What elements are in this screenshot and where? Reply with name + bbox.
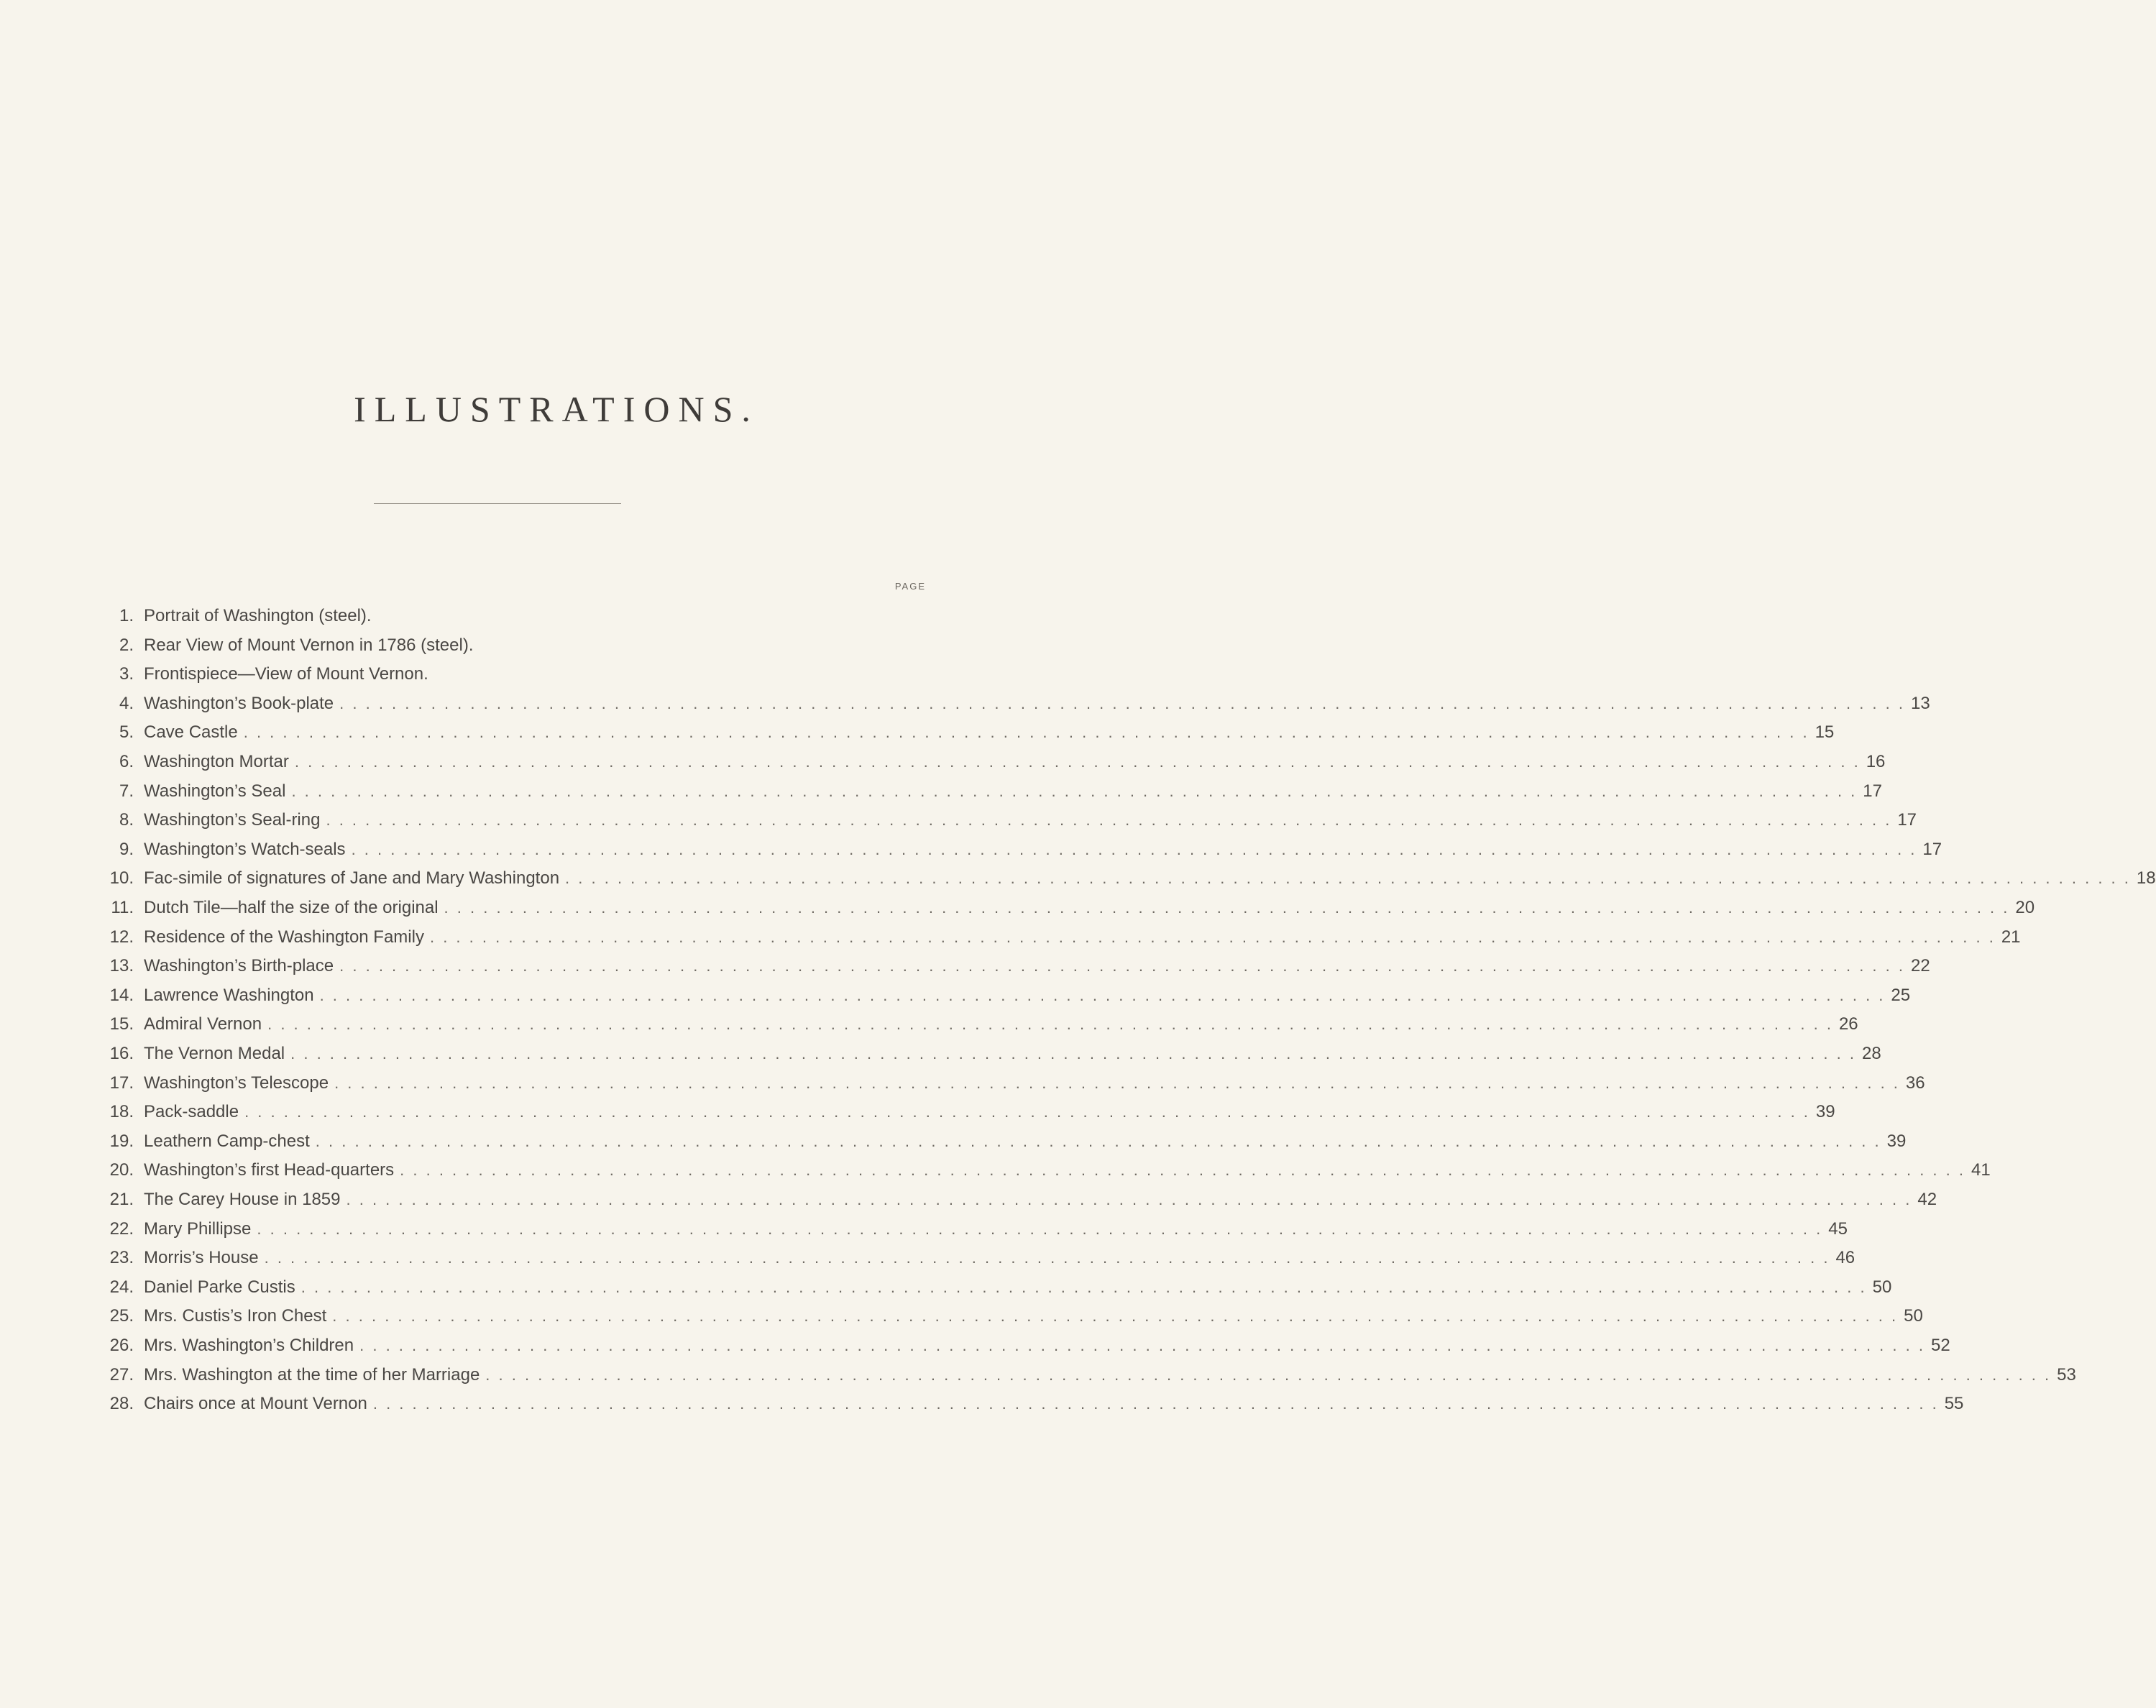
list-item <box>101 810 1917 839</box>
item-title: Washington’s Seal <box>144 781 286 801</box>
list-item <box>101 956 1930 985</box>
list-item <box>101 1394 1964 1423</box>
item-page-number: 50 <box>1872 1277 1892 1297</box>
list-item <box>101 781 1882 810</box>
list-item <box>101 606 926 635</box>
item-number: 10. <box>109 868 134 889</box>
item-title: Lawrence Washington <box>144 985 314 1005</box>
list-item <box>101 1044 1881 1073</box>
item-number: 26. <box>109 1336 134 1355</box>
item-number: 27. <box>109 1364 134 1385</box>
item-title: Leathern Camp-chest <box>144 1131 310 1151</box>
item-title: Chairs once at Mount Vernon <box>144 1394 367 1414</box>
item-title: Residence of the Washington Family <box>144 927 424 947</box>
item-page-number: 52 <box>1930 1336 1950 1355</box>
item-title: Daniel Parke Custis <box>144 1277 295 1297</box>
list-item <box>101 722 1835 751</box>
item-title: Washington’s Birth-place <box>144 956 334 976</box>
item-number: 13. <box>109 956 134 976</box>
list-item <box>101 1364 2076 1394</box>
dot-leader: . . . . . . . . . . . . . . . . . . . . . . . . . . . . . . . . . . . . . . . . . . . . . . . . . . . . . . . . . . . . . . . . . . . . . . . . . . . . . . . . . . . . . . . . . . . . . . . . . . . . . . . . . . . . . . . . . . . . . . . . <box>294 753 1861 771</box>
item-number: 4. <box>119 693 134 713</box>
item-title: Rear View of Mount Vernon in 1786 (steel). <box>144 635 474 655</box>
item-number: 7. <box>119 781 134 801</box>
item-page-number: 42 <box>1917 1190 1937 1209</box>
item-title: Mary Phillipse <box>144 1218 252 1239</box>
item-number: 21. <box>109 1190 134 1209</box>
item-title: Portrait of Washington (steel). <box>144 606 372 625</box>
item-number: 2. <box>119 635 134 655</box>
list-item <box>101 985 1911 1014</box>
dot-leader: . . . . . . . . . . . . . . . . . . . . . . . . . . . . . . . . . . . . . . . . . . . . . . . . . . . . . . . . . . . . . . . . . . . . . . . . . . . . . . . . . . . . . . . . . . . . . . . . . . . . . . . . . . . . . . . . . . . . . . . . <box>485 1365 2052 1384</box>
item-page-number: 28 <box>1861 1044 1881 1063</box>
item-number: 6. <box>119 752 134 771</box>
item-page-number: 39 <box>1886 1131 1907 1151</box>
list-item <box>101 752 1886 781</box>
item-page-number: 16 <box>1866 752 1886 771</box>
item-title: Washington’s Book-plate <box>144 693 334 713</box>
item-number: 18. <box>109 1102 134 1122</box>
item-title: Pack-saddle <box>144 1102 239 1122</box>
item-number: 15. <box>109 1014 134 1034</box>
item-page-number: 41 <box>1971 1160 1991 1180</box>
item-title: Dutch Tile—half the size of the original <box>144 898 439 917</box>
list-item <box>101 1131 1907 1160</box>
item-title: Mrs. Custis’s Iron Chest <box>144 1306 327 1326</box>
dot-leader: . . . . . . . . . . . . . . . . . . . . . . . . . . . . . . . . . . . . . . . . . . . . . . . . . . . . . . . . . . . . . . . . . . . . . . . . . . . . . . . . . . . . . . . . . . . . . . . . . . . . . . . . . . . . . . . . . . . . . . . . <box>257 1219 1823 1238</box>
dot-leader: . . . . . . . . . . . . . . . . . . . . . . . . . . . . . . . . . . . . . . . . . . . . . . . . . . . . . . . . . . . . . . . . . . . . . . . . . . . . . . . . . . . . . . . . . . . . . . . . . . . . . . . . . . . . . . . . . . . . . . . . <box>429 927 1996 946</box>
item-page-number: 17 <box>1922 839 1942 859</box>
dot-leader: . . . . . . . . . . . . . . . . . . . . . . . . . . . . . . . . . . . . . . . . . . . . . . . . . . . . . . . . . . . . . . . . . . . . . . . . . . . . . . . . . . . . . . . . . . . . . . . . . . . . . . . . . . . . . . . . . . . . . . . . <box>339 957 1905 975</box>
item-page-number: 46 <box>1835 1248 1855 1268</box>
dot-leader: . . . . . . . . . . . . . . . . . . . . . . . . . . . . . . . . . . . . . . . . . . . . . . . . . . . . . . . . . . . . . . . . . . . . . . . . . . . . . . . . . . . . . . . . . . . . . . . . . . . . . . . . . . . . . . . . . . . . . . . . <box>359 1336 1925 1354</box>
item-number: 16. <box>109 1044 134 1063</box>
item-number: 9. <box>119 839 134 859</box>
list-item <box>101 868 2156 897</box>
dot-leader: . . . . . . . . . . . . . . . . . . . . . . . . . . . . . . . . . . . . . . . . . . . . . . . . . . . . . . . . . . . . . . . . . . . . . . . . . . . . . . . . . . . . . . . . . . . . . . . . . . . . . . . . . . . . . . . . . . . . . . . . <box>267 1015 1833 1034</box>
item-number: 17. <box>109 1073 134 1093</box>
list-item <box>101 898 2035 927</box>
item-page-number: 36 <box>1905 1073 1925 1093</box>
item-title: Morris’s House <box>144 1248 259 1268</box>
item-number: 23. <box>109 1248 134 1268</box>
page-column-label: PAGE <box>894 581 926 592</box>
dot-leader: . . . . . . . . . . . . . . . . . . . . . . . . . . . . . . . . . . . . . . . . . . . . . . . . . . . . . . . . . . . . . . . . . . . . . . . . . . . . . . . . . . . . . . . . . . . . . . . . . . . . . . . . . . . . . . . . . . . . . . . . <box>264 1249 1830 1267</box>
item-number: 14. <box>109 985 134 1005</box>
item-title: Fac-simile of signatures of Jane and Mary Washington <box>144 868 560 889</box>
item-page-number: 17 <box>1863 781 1882 801</box>
dot-leader: . . . . . . . . . . . . . . . . . . . . . . . . . . . . . . . . . . . . . . . . . . . . . . . . . . . . . . . . . . . . . . . . . . . . . . . . . . . . . . . . . . . . . . . . . . . . . . . . . . . . . . . . . . . . . . . . . . . . . . . . <box>301 1277 1867 1296</box>
dot-leader: . . . . . . . . . . . . . . . . . . . . . . . . . . . . . . . . . . . . . . . . . . . . . . . . . . . . . . . . . . . . . . . . . . . . . . . . . . . . . . . . . . . . . . . . . . . . . . . . . . . . . . . . . . . . . . . . . . . . . . . . <box>326 811 1892 830</box>
item-title: Washington’s first Head-quarters <box>144 1160 395 1180</box>
item-page-number: 26 <box>1838 1014 1858 1034</box>
item-page-number: 22 <box>1910 956 1930 976</box>
item-number: 24. <box>109 1277 134 1297</box>
item-title: Washington’s Seal-ring <box>144 810 321 830</box>
item-number: 1. <box>119 606 134 625</box>
item-page-number: 55 <box>1944 1394 1964 1414</box>
list-item <box>101 635 926 664</box>
item-page-number: 15 <box>1815 722 1835 743</box>
dot-leader: . . . . . . . . . . . . . . . . . . . . . . . . . . . . . . . . . . . . . . . . . . . . . . . . . . . . . . . . . . . . . . . . . . . . . . . . . . . . . . . . . . . . . . . . . . . . . . . . . . . . . . . . . . . . . . . . . . . . . . . . <box>243 723 1809 742</box>
list-item <box>101 1190 1937 1218</box>
item-number: 25. <box>109 1306 134 1326</box>
list-item <box>101 1014 1858 1043</box>
list-item <box>101 839 1942 868</box>
dot-leader: . . . . . . . . . . . . . . . . . . . . . . . . . . . . . . . . . . . . . . . . . . . . . . . . . . . . . . . . . . . . . . . . . . . . . . . . . . . . . . . . . . . . . . . . . . . . . . . . . . . . . . . . . . . . . . . . . . . . . . . . <box>372 1395 1939 1413</box>
list-item <box>101 693 1930 722</box>
item-page-number: 18 <box>2136 868 2156 889</box>
dot-leader: . . . . . . . . . . . . . . . . . . . . . . . . . . . . . . . . . . . . . . . . . . . . . . . . . . . . . . . . . . . . . . . . . . . . . . . . . . . . . . . . . . . . . . . . . . . . . . . . . . . . . . . . . . . . . . . . . . . . . . . . <box>332 1307 1899 1326</box>
item-number: 12. <box>109 927 134 947</box>
list-item <box>101 1073 1925 1102</box>
item-page-number: 20 <box>2015 898 2035 917</box>
dot-leader: . . . . . . . . . . . . . . . . . . . . . . . . . . . . . . . . . . . . . . . . . . . . . . . . . . . . . . . . . . . . . . . . . . . . . . . . . . . . . . . . . . . . . . . . . . . . . . . . . . . . . . . . . . . . . . . . . . . . . . . . <box>351 840 1917 858</box>
item-number: 22. <box>109 1218 134 1239</box>
dot-leader: . . . . . . . . . . . . . . . . . . . . . . . . . . . . . . . . . . . . . . . . . . . . . . . . . . . . . . . . . . . . . . . . . . . . . . . . . . . . . . . . . . . . . . . . . . . . . . . . . . . . . . . . . . . . . . . . . . . . . . . . <box>244 1103 1810 1121</box>
dot-leader: . . . . . . . . . . . . . . . . . . . . . . . . . . . . . . . . . . . . . . . . . . . . . . . . . . . . . . . . . . . . . . . . . . . . . . . . . . . . . . . . . . . . . . . . . . . . . . . . . . . . . . . . . . . . . . . . . . . . . . . . <box>334 1073 1900 1092</box>
page-title: ILLUSTRATIONS. <box>354 389 759 429</box>
item-number: 5. <box>119 722 134 743</box>
item-title: Washington’s Watch-seals <box>144 839 346 859</box>
item-page-number: 13 <box>1911 693 1930 713</box>
dot-leader: . . . . . . . . . . . . . . . . . . . . . . . . . . . . . . . . . . . . . . . . . . . . . . . . . . . . . . . . . . . . . . . . . . . . . . . . . . . . . . . . . . . . . . . . . . . . . . . . . . . . . . . . . . . . . . . . . . . . . . . . <box>565 869 2131 888</box>
item-title: The Carey House in 1859 <box>144 1190 341 1209</box>
list-item <box>101 927 2021 956</box>
item-title: The Vernon Medal <box>144 1044 285 1063</box>
dot-leader: . . . . . . . . . . . . . . . . . . . . . . . . . . . . . . . . . . . . . . . . . . . . . . . . . . . . . . . . . . . . . . . . . . . . . . . . . . . . . . . . . . . . . . . . . . . . . . . . . . . . . . . . . . . . . . . . . . . . . . . . <box>291 781 1858 800</box>
item-title: Washington Mortar <box>144 752 289 771</box>
item-number: 11. <box>111 898 134 917</box>
item-page-number: 17 <box>1897 810 1917 830</box>
dot-leader: . . . . . . . . . . . . . . . . . . . . . . . . . . . . . . . . . . . . . . . . . . . . . . . . . . . . . . . . . . . . . . . . . . . . . . . . . . . . . . . . . . . . . . . . . . . . . . . . . . . . . . . . . . . . . . . . . . . . . . . . <box>319 986 1886 1004</box>
list-item <box>101 1248 1855 1277</box>
dot-leader: . . . . . . . . . . . . . . . . . . . . . . . . . . . . . . . . . . . . . . . . . . . . . . . . . . . . . . . . . . . . . . . . . . . . . . . . . . . . . . . . . . . . . . . . . . . . . . . . . . . . . . . . . . . . . . . . . . . . . . . . <box>315 1131 1881 1150</box>
item-title: Mrs. Washington at the time of her Marriage <box>144 1364 480 1385</box>
list-item <box>101 1160 1991 1189</box>
item-title: Mrs. Washington’s Children <box>144 1336 354 1355</box>
dot-leader: . . . . . . . . . . . . . . . . . . . . . . . . . . . . . . . . . . . . . . . . . . . . . . . . . . . . . . . . . . . . . . . . . . . . . . . . . . . . . . . . . . . . . . . . . . . . . . . . . . . . . . . . . . . . . . . . . . . . . . . . <box>339 694 1905 712</box>
item-title: Washington’s Telescope <box>144 1073 329 1093</box>
item-title: Frontispiece—View of Mount Vernon. <box>144 664 428 684</box>
item-page-number: 21 <box>2001 927 2021 947</box>
item-number: 28. <box>109 1394 134 1414</box>
dot-leader: . . . . . . . . . . . . . . . . . . . . . . . . . . . . . . . . . . . . . . . . . . . . . . . . . . . . . . . . . . . . . . . . . . . . . . . . . . . . . . . . . . . . . . . . . . . . . . . . . . . . . . . . . . . . . . . . . . . . . . . . <box>290 1044 1856 1062</box>
list-item <box>101 1277 1892 1306</box>
dot-leader: . . . . . . . . . . . . . . . . . . . . . . . . . . . . . . . . . . . . . . . . . . . . . . . . . . . . . . . . . . . . . . . . . . . . . . . . . . . . . . . . . . . . . . . . . . . . . . . . . . . . . . . . . . . . . . . . . . . . . . . . <box>444 899 2010 917</box>
title-divider <box>374 503 621 504</box>
item-page-number: 53 <box>2057 1364 2076 1385</box>
item-number: 3. <box>119 664 134 684</box>
item-number: 19. <box>109 1131 134 1151</box>
item-number: 8. <box>119 810 134 830</box>
item-page-number: 39 <box>1815 1102 1835 1122</box>
list-item <box>101 1306 1923 1335</box>
list-item <box>101 1336 1950 1364</box>
item-page-number: 45 <box>1828 1218 1848 1239</box>
list-item <box>101 1218 1848 1248</box>
item-title: Admiral Vernon <box>144 1014 262 1034</box>
list-item <box>101 1102 1835 1131</box>
item-title: Cave Castle <box>144 722 238 743</box>
dot-leader: . . . . . . . . . . . . . . . . . . . . . . . . . . . . . . . . . . . . . . . . . . . . . . . . . . . . . . . . . . . . . . . . . . . . . . . . . . . . . . . . . . . . . . . . . . . . . . . . . . . . . . . . . . . . . . . . . . . . . . . . <box>400 1161 1965 1180</box>
list-item <box>101 664 926 693</box>
item-number: 20. <box>109 1160 134 1180</box>
item-page-number: 50 <box>1904 1306 1923 1326</box>
dot-leader: . . . . . . . . . . . . . . . . . . . . . . . . . . . . . . . . . . . . . . . . . . . . . . . . . . . . . . . . . . . . . . . . . . . . . . . . . . . . . . . . . . . . . . . . . . . . . . . . . . . . . . . . . . . . . . . . . . . . . . . . <box>346 1190 1912 1208</box>
item-page-number: 25 <box>1891 985 1911 1005</box>
